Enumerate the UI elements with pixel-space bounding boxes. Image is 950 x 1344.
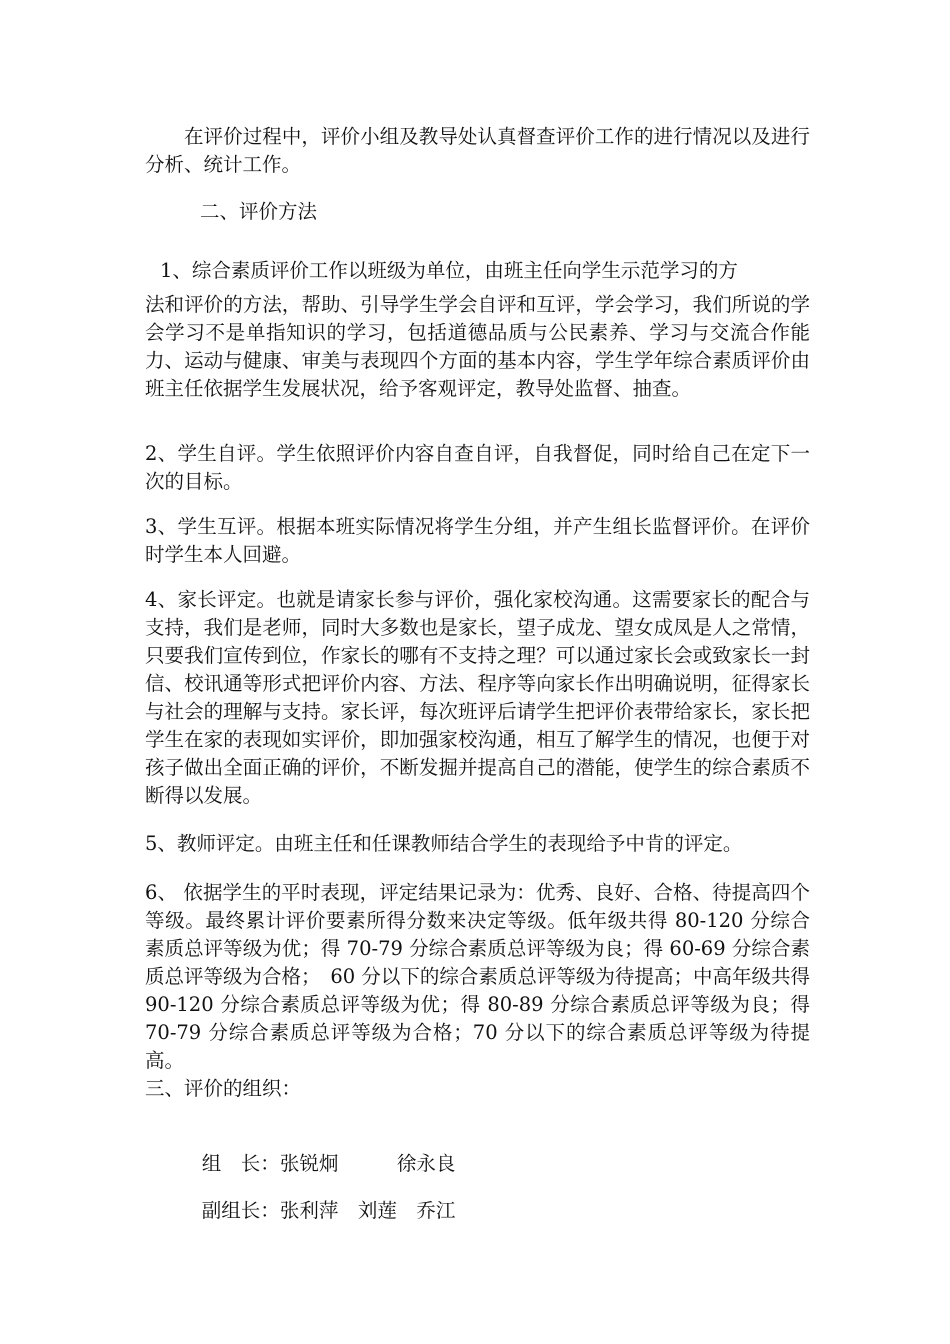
section-heading-organization: 三、评价的组织： [145, 1077, 302, 1100]
item-1-paragraph: 法和评价的方法，帮助、引导学生学会自评和互评，学会学习，我们所说的学会学习不是单指知识的学习，包括道德品质与公民素养、学习与交流合作能力、运动与健康、审美与表现四个方面的基本内容，学生学年综合素质评价由班主任依据学生发展状况，给予客观评定，教导处监督、抽查。 [145, 293, 810, 400]
item-4-paragraph: 4、家长评定。也就是请家长参与评价，强化家校沟通。这需要家长的配合与支持，我们是老师，同时大多数也是家长，望子成龙、望女成凤是人之常情，只要我们宣传到位，作家长的哪有不支持之理？可以通过家长会或致家长一封信、校讯通等形式把评价内容、方法、程序等向家长作出明确说明，征得家长与社会的理解与支持。家长评，每次班评后请学生把评价表带给家长，家长把学生在家的表现如实评价，即加强家校沟通，相互了解学生的情况，也便于对孩子做出全面正确的评价，不断发掘并提高自己的潜能，使学生的综合素质不断得以发展。 [145, 588, 810, 807]
item-1-first-line: 1、综合素质评价工作以班级为单位，由班主任向学生示范学习的方 [160, 259, 738, 282]
deputy-leader-line [177, 1169, 455, 1253]
item-5-paragraph: 5、教师评定。由班主任和任课教师结合学生的表现给予中肯的评定。 [145, 832, 743, 855]
leader-label: 组 长： [201, 1152, 280, 1175]
deputy-label: 副组长： [201, 1199, 280, 1222]
section-heading-method: 二、评价方法 [200, 200, 318, 223]
leader-names: 张锐炯 徐永良 [279, 1152, 456, 1175]
deputy-names: 张利萍 刘莲 乔江 [279, 1199, 456, 1222]
intro-paragraph: 在评价过程中，评价小组及教导处认真督查评价工作的进行情况以及进行分析、统计工作。 [145, 125, 810, 176]
item-6-paragraph: 6、 依据学生的平时表现，评定结果记录为：优秀、良好、合格、待提高四个等级。最终累计评价要素所得分数来决定等级。低年级共得 80-120 分综合素质总评等级为优；得 70-79 分综合素质总评等级为良；得 60-69 分综合素质总评等级为合格； 60 分以下的综合素质总评等级为待提高；中高年级共得 90-120 分综合素质总评等级为优；得 80-89 分综合素质总评等级为良；得 70-79 分综合素质总评等级为合格；70 分以下的综合素质总评等级为待提高。 [145, 881, 810, 1072]
item-2-paragraph: 2、学生自评。学生依照评价内容自查自评，自我督促，同时给自己在定下一次的目标。 [145, 442, 810, 493]
item-3-paragraph: 3、学生互评。根据本班实际情况将学生分组，并产生组长监督评价。在评价时学生本人回避。 [145, 515, 810, 566]
